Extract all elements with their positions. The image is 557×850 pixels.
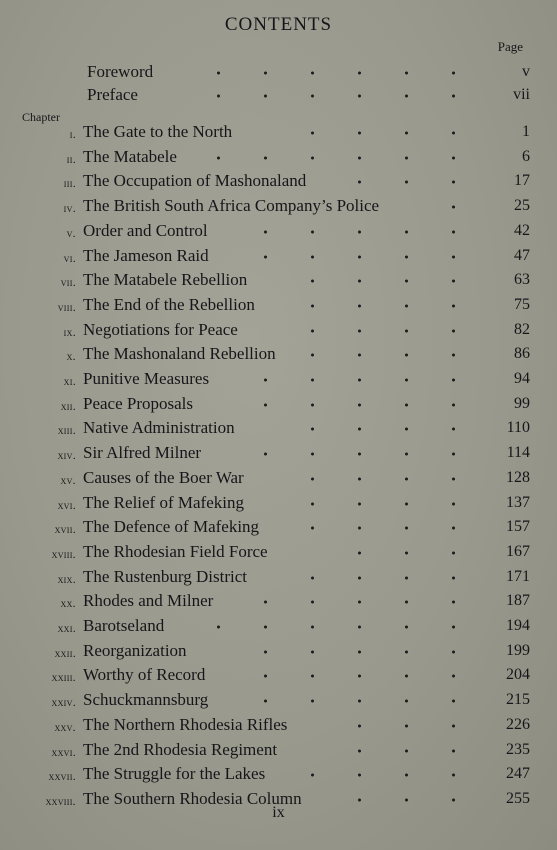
chapter-title: The Northern Rhodesia Rifles bbox=[83, 714, 288, 734]
chapter-number: xvi. bbox=[57, 497, 76, 512]
chapter-entry bbox=[0, 616, 557, 640]
leader-dots bbox=[345, 748, 477, 754]
chapter-page-number: 110 bbox=[506, 419, 530, 437]
chapter-column-label: Chapter bbox=[22, 110, 60, 124]
chapter-entry bbox=[0, 567, 557, 591]
chapter-page-number: 63 bbox=[514, 271, 530, 289]
chapter-entry bbox=[0, 418, 557, 442]
chapter-entry bbox=[0, 443, 557, 467]
chapter-entry bbox=[0, 764, 557, 788]
chapter-page-number: 99 bbox=[514, 394, 530, 412]
leader-dots bbox=[300, 525, 477, 531]
chapter-page-number: 86 bbox=[514, 345, 530, 363]
entry-title: Foreword bbox=[87, 62, 154, 81]
chapter-title: Causes of the Boer War bbox=[83, 467, 244, 487]
chapter-title: Schuckmannsburg bbox=[83, 690, 209, 710]
leader-dots bbox=[305, 772, 477, 778]
leader-dots bbox=[210, 155, 477, 161]
leader-dots bbox=[355, 179, 477, 185]
leader-dots bbox=[175, 70, 477, 76]
chapter-number: xv. bbox=[60, 472, 76, 487]
chapter-page-number: 114 bbox=[506, 444, 530, 462]
chapter-entry bbox=[0, 591, 557, 615]
leader-dots bbox=[250, 229, 477, 235]
chapter-entry bbox=[0, 344, 557, 368]
chapter-title: The Gate to the North bbox=[83, 122, 233, 141]
chapter-page-number: 1 bbox=[522, 123, 530, 140]
leader-dots bbox=[260, 377, 477, 383]
chapter-title: The Occupation of Mashonaland bbox=[83, 171, 307, 191]
leader-dots bbox=[235, 402, 477, 408]
chapter-number: xxviii. bbox=[45, 793, 76, 808]
chapter-entry bbox=[0, 369, 557, 393]
chapter-entry bbox=[0, 468, 557, 492]
leader-dots bbox=[345, 723, 477, 729]
chapter-entry bbox=[0, 320, 557, 344]
chapter-page-number: 17 bbox=[514, 172, 530, 190]
leader-dots bbox=[255, 698, 477, 704]
page-title: CONTENTS bbox=[224, 14, 333, 35]
chapter-page-number: 157 bbox=[506, 518, 530, 536]
chapter-page-number: 47 bbox=[514, 246, 530, 264]
front-matter-entry bbox=[0, 85, 557, 109]
chapter-page-number: 75 bbox=[514, 295, 530, 313]
chapter-page-number: 215 bbox=[506, 691, 530, 709]
chapter-entry bbox=[0, 221, 557, 245]
chapter-page-number: 255 bbox=[506, 789, 530, 807]
chapter-title: The Southern Rhodesia Column bbox=[83, 788, 302, 808]
chapter-title: The British South Africa Company’s Police bbox=[83, 196, 380, 216]
chapter-entry bbox=[0, 270, 557, 294]
leader-dots bbox=[300, 575, 477, 581]
chapter-title: Punitive Measures bbox=[83, 369, 210, 388]
chapter-page-number: 137 bbox=[506, 493, 530, 511]
chapter-page-number: 204 bbox=[506, 666, 530, 684]
chapter-page-number: 42 bbox=[514, 221, 530, 239]
leader-dots bbox=[320, 550, 477, 556]
chapter-number: xxvii. bbox=[48, 769, 76, 784]
page-column-label: Page bbox=[497, 39, 523, 54]
chapter-entry bbox=[0, 715, 557, 739]
leader-dots bbox=[300, 501, 477, 507]
chapter-page-number: 171 bbox=[506, 567, 530, 585]
chapter-number: xxvi. bbox=[51, 744, 76, 759]
chapter-page-number: 6 bbox=[522, 147, 530, 165]
entry-title: Preface bbox=[87, 85, 138, 104]
chapter-number: iv. bbox=[63, 201, 76, 216]
chapter-number: xii. bbox=[60, 398, 76, 413]
leader-dots bbox=[230, 451, 477, 457]
chapter-entry bbox=[0, 517, 557, 541]
chapter-entry bbox=[0, 171, 557, 195]
leader-dots bbox=[245, 599, 477, 605]
chapter-entry bbox=[0, 147, 557, 171]
chapter-number: v. bbox=[66, 225, 76, 240]
chapter-page-number: 194 bbox=[506, 617, 530, 634]
chapter-number: xvii. bbox=[54, 522, 76, 537]
chapter-page-number: 25 bbox=[514, 197, 530, 215]
chapter-title: The Rustenburg District bbox=[83, 566, 247, 586]
leader-dots bbox=[250, 673, 477, 679]
chapter-number: xix. bbox=[57, 571, 76, 586]
chapter-entry bbox=[0, 246, 557, 270]
chapter-number: xxii. bbox=[54, 645, 76, 660]
chapter-page-number: 187 bbox=[506, 592, 530, 610]
leader-dots bbox=[300, 130, 477, 136]
chapter-title: Peace Proposals bbox=[83, 393, 194, 413]
chapter-title: The Matabele Rebellion bbox=[83, 270, 248, 290]
chapter-number: xviii. bbox=[51, 546, 76, 561]
chapter-entry bbox=[0, 542, 557, 566]
chapter-title: Native Administration bbox=[83, 418, 235, 438]
chapter-title: The Matabele bbox=[83, 146, 177, 166]
chapter-entry bbox=[0, 122, 557, 146]
chapter-number: x. bbox=[66, 349, 76, 364]
chapter-entry bbox=[0, 641, 557, 665]
chapter-title: Reorganization bbox=[83, 640, 187, 660]
chapter-title: The 2nd Rhodesia Regiment bbox=[83, 739, 278, 759]
chapter-number: xxv. bbox=[54, 719, 76, 734]
chapter-title: The Relief of Mafeking bbox=[83, 492, 244, 512]
chapter-title: The Struggle for the Lakes bbox=[83, 764, 266, 784]
chapter-number: xi. bbox=[63, 374, 76, 388]
chapter-page-number: 235 bbox=[506, 740, 530, 758]
chapter-title: Worthy of Record bbox=[83, 665, 206, 685]
chapter-page-number: 226 bbox=[506, 715, 530, 733]
chapter-number: xxiv. bbox=[51, 695, 76, 710]
chapter-number: i. bbox=[69, 127, 76, 141]
entry-page-number: v bbox=[522, 63, 530, 80]
chapter-entry bbox=[0, 394, 557, 418]
chapter-number: xxiii. bbox=[51, 670, 76, 685]
chapter-number: vi. bbox=[63, 250, 76, 265]
leader-dots bbox=[355, 797, 477, 803]
leader-dots bbox=[175, 93, 477, 99]
leader-dots bbox=[305, 426, 477, 432]
chapter-title: Sir Alfred Milner bbox=[83, 443, 202, 463]
chapter-number: xx. bbox=[60, 596, 76, 611]
chapter-title: Barotseland bbox=[83, 616, 165, 635]
chapter-page-number: 128 bbox=[506, 468, 530, 486]
chapter-title: The End of the Rebellion bbox=[83, 294, 255, 314]
front-matter-entry bbox=[0, 62, 557, 86]
chapter-page-number: 247 bbox=[506, 765, 530, 783]
chapter-title: The Jameson Raid bbox=[83, 245, 209, 265]
chapter-number: xiii. bbox=[57, 423, 76, 438]
chapter-page-number: 82 bbox=[514, 320, 530, 338]
leader-dots bbox=[215, 624, 477, 630]
entry-page-number: vii bbox=[513, 86, 530, 103]
leader-dots bbox=[290, 476, 477, 482]
leader-dots bbox=[250, 254, 477, 260]
chapter-title: The Defence of Mafeking bbox=[83, 517, 260, 537]
leader-dots bbox=[290, 278, 477, 284]
chapter-entry bbox=[0, 665, 557, 689]
chapter-page-number: 199 bbox=[506, 641, 530, 659]
leader-dots bbox=[305, 352, 477, 358]
chapter-number: iii. bbox=[63, 176, 76, 191]
chapter-title: Order and Control bbox=[83, 220, 208, 240]
chapter-title: The Rhodesian Field Force bbox=[83, 541, 268, 561]
leader-dots bbox=[305, 303, 477, 309]
chapter-entry bbox=[0, 690, 557, 714]
chapter-page-number: 167 bbox=[506, 542, 530, 560]
leader-dots bbox=[300, 328, 477, 334]
chapter-number: xxi. bbox=[57, 621, 76, 635]
chapter-number: vii. bbox=[60, 275, 76, 290]
chapter-number: xiv. bbox=[57, 448, 76, 463]
leader-dots bbox=[220, 649, 477, 655]
chapter-number: ix. bbox=[63, 324, 76, 339]
chapter-entry bbox=[0, 493, 557, 517]
chapter-number: ii. bbox=[66, 151, 76, 166]
chapter-entry bbox=[0, 295, 557, 319]
chapter-title: The Mashonaland Rebellion bbox=[83, 344, 276, 364]
leader-dots bbox=[445, 204, 477, 210]
chapter-entry bbox=[0, 740, 557, 764]
chapter-number: viii. bbox=[57, 299, 76, 314]
page-folio: ix bbox=[272, 804, 285, 821]
chapter-entry bbox=[0, 196, 557, 220]
chapter-title: Rhodes and Milner bbox=[83, 591, 214, 611]
chapter-page-number: 94 bbox=[514, 370, 530, 387]
chapter-title: Negotiations for Peace bbox=[83, 319, 238, 339]
